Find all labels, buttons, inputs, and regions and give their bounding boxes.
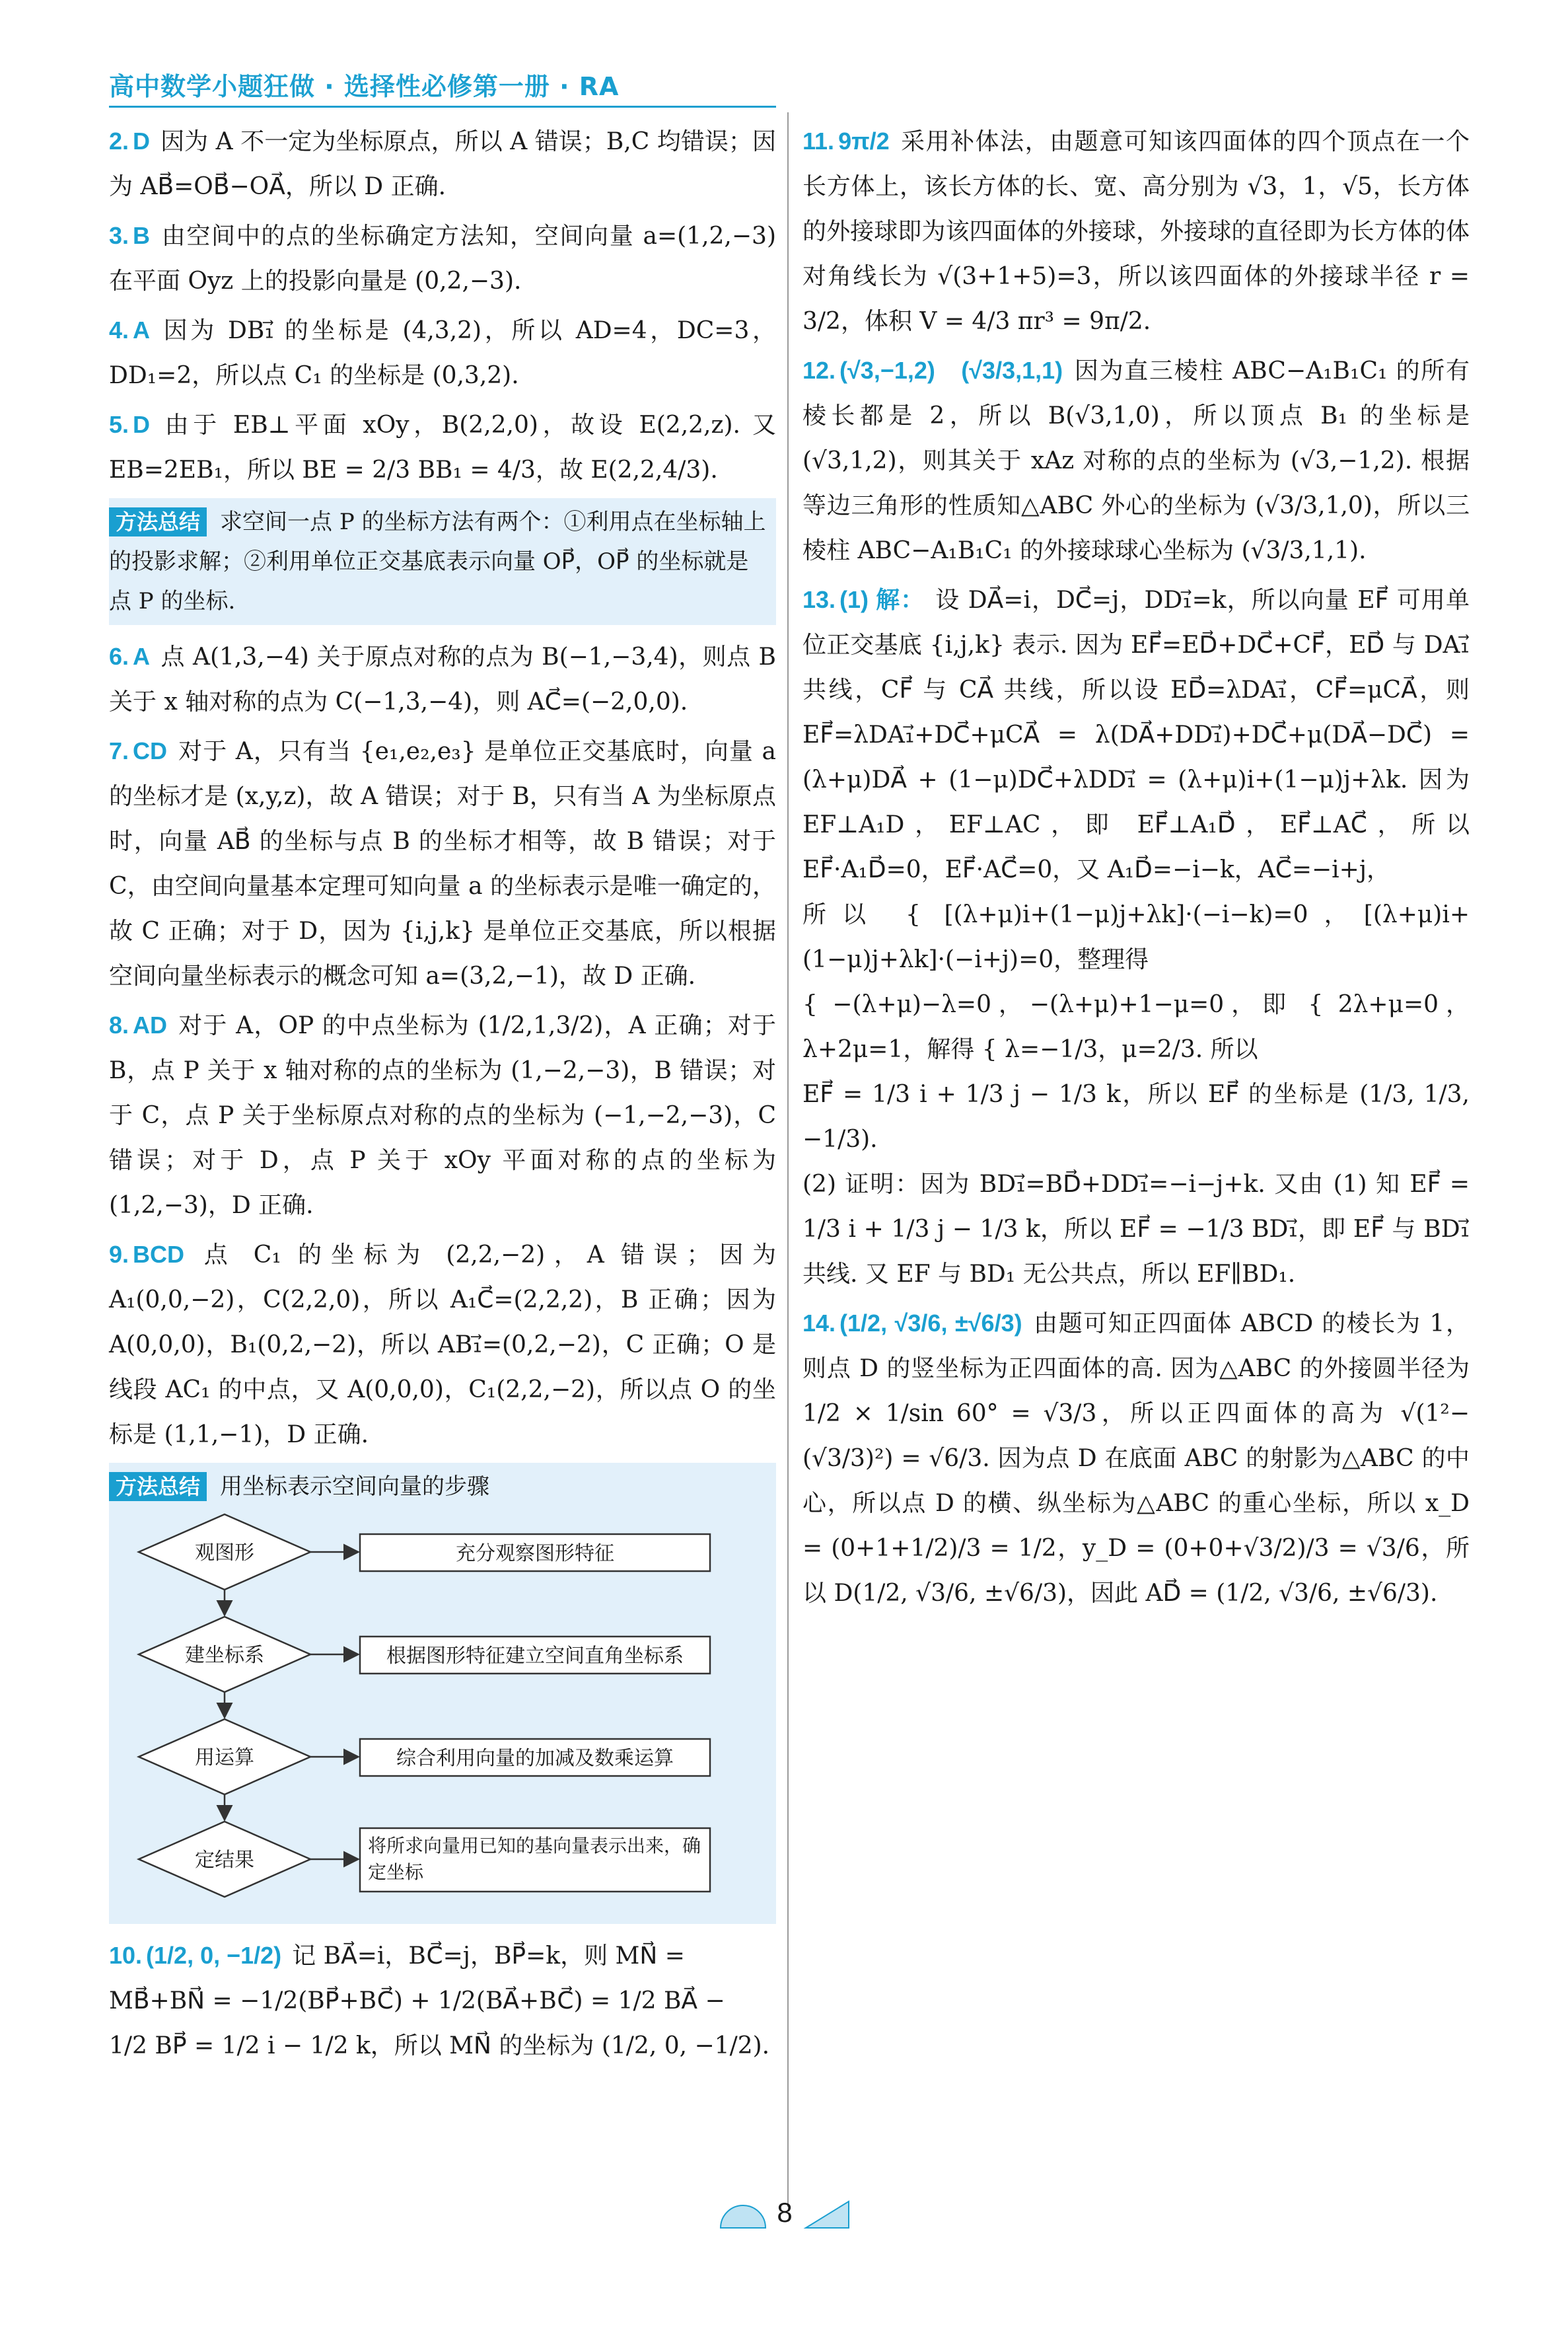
answer-item-13: [802, 577, 1470, 1297]
protractor-icon: [721, 2205, 766, 2228]
method-tag: 方法总结: [109, 507, 207, 536]
method-summary-1: [109, 498, 776, 625]
item-number: 7.: [109, 737, 129, 764]
item-number: 4.: [109, 316, 129, 344]
flow-step-desc-3: 综合利用向量的加减及数乘运算: [396, 1747, 674, 1770]
item-answer: (1) 解：: [839, 586, 925, 613]
item-number: 12.: [802, 357, 836, 384]
item-text-part-5: (2) 证明：因为 BD₁⃗=BD⃗+DD₁⃗=−i−j+k. 又由 (1) 知 EF⃗ = 1/3 i + 1/3 j − 1/3 k，所以 EF⃗ = −1/3 BD₁⃗，即 EF⃗ 与 BD₁⃗ 共线. 又 EF 与 BD₁ 无公共点，所以 EF∥BD₁.: [802, 1171, 1470, 1288]
answer-item-2: [109, 119, 776, 209]
page-header: 高中数学小题狂做 · 选择性必修第一册 · RA: [109, 72, 620, 101]
answer-item-14: [802, 1301, 1470, 1616]
item-number: 9.: [109, 1241, 129, 1268]
item-answer: (1/2, √3/6, ±√6/3): [839, 1310, 1022, 1337]
item-answer: A: [133, 316, 151, 344]
header-rule: [109, 106, 776, 108]
flow-step-desc-4: 将所求向量用已知的基向量表示出来，确定坐标: [368, 1835, 701, 1883]
item-text-line-1: 记 BA⃗=i，BC⃗=j，BP⃗=k，则 MN⃗ =: [292, 1942, 685, 1970]
flow-step-desc-2: 根据图形特征建立空间直角坐标系: [386, 1644, 684, 1668]
item-text: 对于 A，OP 的中点坐标为 (1/2,1,3/2)，A 正确；对于 B，点 P 关于 x 轴对称的点的坐标为 (1,−2,−3)，B 错误；对于 C，点 P 关于坐标原点对称的点的坐标为 (−1,−2,−3)，C 错误；对于 D，点 P 关于 xOy 平面对称的点的坐标为 (1,2,−3)，D 正确.: [109, 1012, 776, 1219]
flow-step-label-1: 观图形: [195, 1541, 254, 1565]
item-answer: D: [133, 128, 151, 155]
item-text: 采用补体法，由题意可知该四面体的四个顶点在一个长方体上，该长方体的长、宽、高分别为 √3，1，√5，长方体的外接球即为该四面体的外接球，外接球的直径即为长方体的体对角线长为 √(3+1+5)=3，所以该四面体的外接球半径 r = 3/2，体积 V = 4/3 πr³ = 9π/2.: [802, 128, 1470, 335]
item-answer: (1/2, 0, −1/2): [146, 1942, 282, 1969]
item-answer: AD: [133, 1012, 168, 1039]
item-text-line-2: MB⃗+BN⃗ = −1/2(BP⃗+BC⃗) + 1/2(BA⃗+BC⃗) = 1/2 BA⃗ −: [109, 1987, 725, 2014]
item-number: 14.: [802, 1310, 836, 1337]
flowchart-svg: [109, 1501, 776, 1924]
item-number: 8.: [109, 1012, 129, 1039]
item-text: 点 A(1,3,−4) 关于原点对称的点为 B(−1,−3,4)，则点 B 关于 x 轴对称的点为 C(−1,3,−4)，则 AC⃗=(−2,0,0).: [109, 644, 776, 716]
item-answer: BCD: [133, 1241, 185, 1268]
item-number: 6.: [109, 643, 129, 670]
item-text: 由空间中的点的坐标确定方法知，空间向量 a=(1,2,−3) 在平面 Oyz 上的投影向量是 (0,2,−3).: [109, 223, 776, 295]
item-text: 因为 DB₁⃗ 的坐标是 (4,3,2)，所以 AD=4，DC=3，DD₁=2，所以点 C₁ 的坐标是 (0,3,2).: [109, 317, 776, 389]
page-number: 8: [777, 2197, 793, 2228]
method-text: 求空间一点 P 的坐标方法有两个：①利用点在坐标轴上的投影求解；②利用单位正交基底表示向量 OP⃗，OP⃗ 的坐标就是点 P 的坐标.: [109, 509, 766, 614]
item-text: 点 C₁ 的坐标为 (2,2,−2)，A 错误；因为 A₁(0,0,−2)，C(2,2,0)，所以 A₁C⃗=(2,2,2)，B 正确；因为 A(0,0,0)，B₁(0,2,−2)，所以 AB₁⃗=(0,2,−2)，C 正确；O 是线段 AC₁ 的中点，又 A(0,0,0)，C₁(2,2,−2)，所以点 O 的坐标是 (1,1,−1)，D 正确.: [109, 1241, 776, 1448]
answer-item-8: [109, 1003, 776, 1228]
item-text-part-2: 所以 { [(λ+μ)i+(1−μ)j+λk]·(−i−k)=0，[(λ+μ)i+(1−μ)j+λk]·(−i+j)=0，整理得: [802, 901, 1470, 973]
flow-step-label-2: 建坐标系: [185, 1644, 264, 1667]
right-column: [802, 119, 1470, 1620]
item-number: 10.: [109, 1942, 143, 1969]
item-number: 5.: [109, 411, 129, 438]
item-text-part-3: { −(λ+μ)−λ=0，−(λ+μ)+1−μ=0，即 { 2λ+μ=0，λ+2μ=1，解得 { λ=−1/3，μ=2/3. 所以: [802, 991, 1470, 1063]
item-answer: CD: [133, 737, 168, 764]
item-answer: (√3,−1,2) (√3/3,1,1): [839, 357, 1063, 384]
item-number: 11.: [802, 128, 835, 155]
item-text: 因为 A 不一定为坐标原点，所以 A 错误；B,C 均错误；因为 AB⃗=OB⃗−OA⃗，所以 D 正确.: [109, 128, 776, 200]
flow-step-desc-1: 充分观察图形特征: [456, 1542, 614, 1565]
method-text: 用坐标表示空间向量的步骤: [220, 1473, 490, 1500]
answer-item-10: [109, 1933, 776, 2069]
item-number: 13.: [802, 586, 836, 613]
item-answer: 9π/2: [838, 128, 890, 155]
item-number: 3.: [109, 222, 129, 249]
item-text: 对于 A，只有当 {e₁,e₂,e₃} 是单位正交基底时，向量 a 的坐标才是 (x,y,z)，故 A 错误；对于 B，只有当 A 为坐标原点时，向量 AB⃗ 的坐标与点 B 的坐标才相等，故 B 错误；对于 C，由空间向量基本定理可知向量 a 的坐标表示是唯一确定的，故 C 正确；对于 D，因为 {i,j,k} 是单位正交基底，所以根据空间向量坐标表示的概念可知 a=(3,2,−1)，故 D 正确.: [109, 738, 776, 990]
answer-item-5: [109, 402, 776, 493]
item-text: 由于 EB⊥平面 xOy，B(2,2,0)，故设 E(2,2,z). 又 EB=2EB₁，所以 BE = 2/3 BB₁ = 4/3，故 E(2,2,4/3).: [109, 412, 776, 484]
item-text: 由题可知正四面体 ABCD 的棱长为 1，则点 D 的竖坐标为正四面体的高. 因为△ABC 的外接圆半径为 1/2 × 1/sin 60° = √3/3，所以正四面体的高为 √(1²−(√3/3)²) = √6/3. 因为点 D 在底面 ABC 的射影为△ABC 的中心，所以点 D 的横、纵坐标为△ABC 的重心坐标，所以 x_D = (0+1+1/2)/3 = 1/2，y_D = (0+0+√3/2)/3 = √3/6，所以 D(1/2, √3/6, ±√6/3)，因此 AD⃗ = (1/2, √3/6, ±√6/3).: [802, 1310, 1470, 1607]
answer-item-3: [109, 213, 776, 304]
item-text-part-1: 设 DA⃗=i，DC⃗=j，DD₁⃗=k，所以向量 EF⃗ 可用单位正交基底 {i,j,k} 表示. 因为 EF⃗=ED⃗+DC⃗+CF⃗，ED⃗ 与 DA₁⃗ 共线，CF⃗ 与 CA⃗ 共线，所以设 ED⃗=λDA₁⃗，CF⃗=μCA⃗，则 EF⃗=λDA₁⃗+DC⃗+μCA⃗ = λ(DA⃗+DD₁⃗)+DC⃗+μ(DA⃗−DC⃗) = (λ+μ)DA⃗ + (1−μ)DC⃗+λDD₁⃗ = (λ+μ)i+(1−μ)j+λk. 因为 EF⊥A₁D，EF⊥AC，即 EF⃗⊥A₁D⃗，EF⃗⊥AC⃗，所以 EF⃗·A₁D⃗=0，EF⃗·AC⃗=0，又 A₁D⃗=−i−k，AC⃗=−i+j，: [802, 587, 1470, 883]
item-answer: A: [133, 643, 151, 670]
flow-step-label-4: 定结果: [195, 1849, 254, 1872]
item-answer: D: [133, 411, 151, 438]
flow-step-label-3: 用运算: [195, 1746, 254, 1769]
item-text-line-3: 1/2 BP⃗ = 1/2 i − 1/2 k，所以 MN⃗ 的坐标为 (1/2, 0, −1/2).: [109, 2032, 770, 2059]
answer-item-11: [802, 119, 1470, 344]
item-text-part-4: EF⃗ = 1/3 i + 1/3 j − 1/3 k，所以 EF⃗ 的坐标是 (1/3, 1/3, −1/3).: [802, 1081, 1470, 1153]
item-text: 因为直三棱柱 ABC−A₁B₁C₁ 的所有棱长都是 2，所以 B(√3,1,0)，所以顶点 B₁ 的坐标是 (√3,1,2)，则其关于 xAz 对称的点的坐标为 (√3,−1,2). 根据等边三角形的性质知△ABC 外心的坐标为 (√3/3,1,0)，所以三棱柱 ABC−A₁B₁C₁ 的外接球球心坐标为 (√3/3,1,1).: [802, 357, 1470, 564]
answer-item-4: [109, 308, 776, 398]
answer-item-7: [109, 729, 776, 999]
answer-item-9: [109, 1232, 776, 1458]
column-divider: [787, 112, 789, 2207]
answer-item-12: [802, 348, 1470, 573]
item-number: 2.: [109, 128, 129, 155]
triangle-ruler-icon: [806, 2201, 849, 2228]
left-column: [109, 119, 776, 2073]
flowchart: [109, 1501, 776, 1924]
method-tag: 方法总结: [109, 1472, 207, 1501]
item-answer: B: [133, 222, 151, 249]
answer-item-6: [109, 634, 776, 725]
